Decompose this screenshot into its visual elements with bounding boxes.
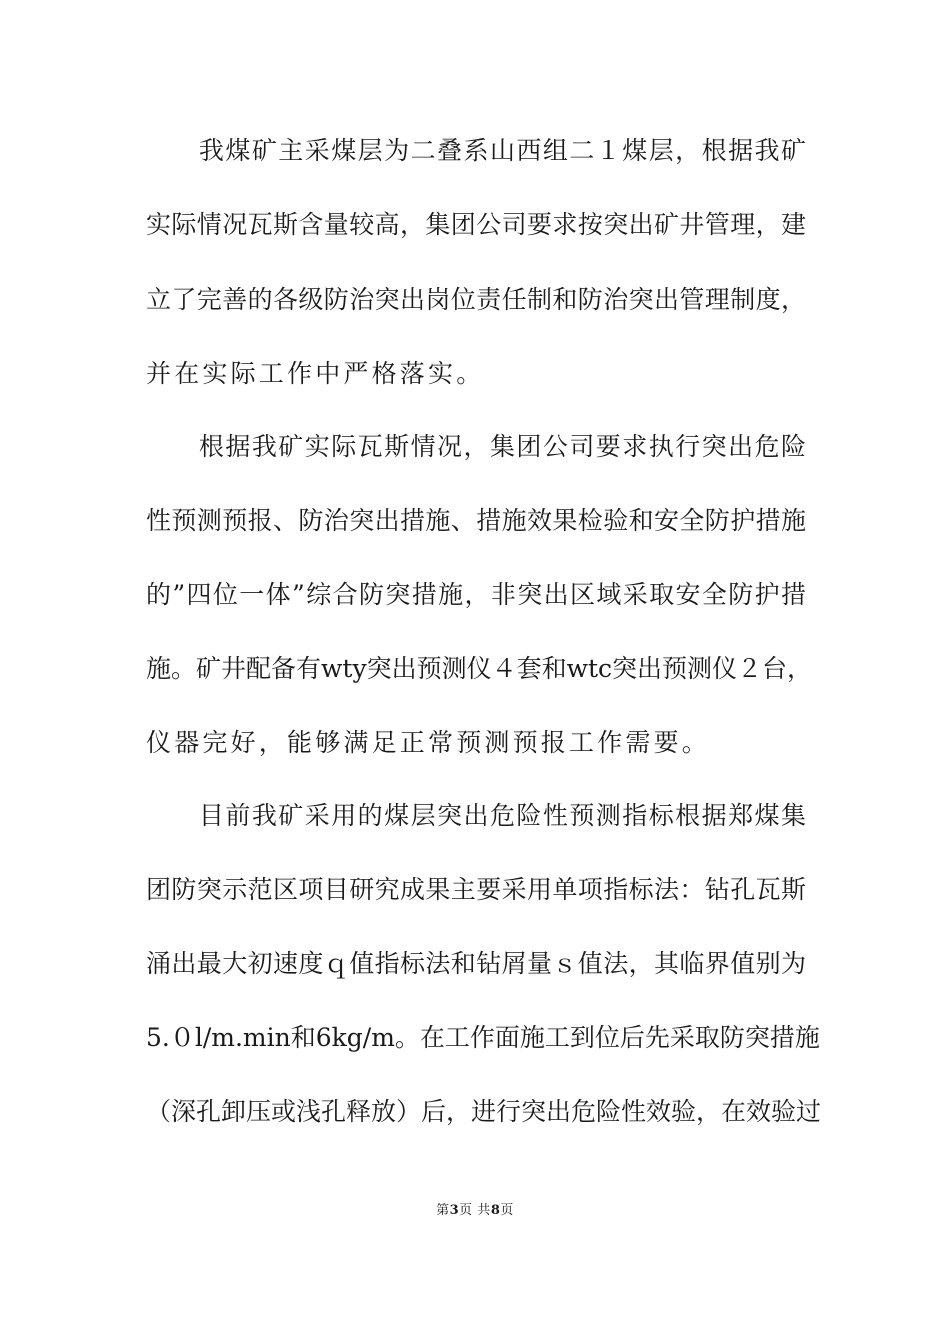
text-line-4: 并在实际工作中严格落实。: [146, 359, 485, 388]
text-line-13: 5.０l/m.min和6kg/m。在工作面施工到位后先采取防突措施: [146, 1023, 820, 1052]
text-line-10: 目前我矿采用的煤层突出危险性预测指标根据郑煤集: [146, 801, 806, 830]
text-line-5: 根据我矿实际瓦斯情况，集团公司要求执行突出危险: [146, 432, 806, 461]
footer-prefix: 第: [436, 1203, 450, 1218]
text-line-12: 涌出最大初速度ｑ值指标法和钻屑量ｓ值法，其临界值别为: [146, 949, 806, 978]
text-line-11: 团防突示范区项目研究成果主要采用单项指标法：钻孔瓦斯: [146, 875, 806, 904]
page-footer: [0, 1203, 950, 1219]
footer-suffix: 页: [500, 1203, 514, 1218]
text-line-2: 实际情况瓦斯含量较高，集团公司要求按突出矿井管理，建: [146, 210, 806, 239]
text-line-3: 立了完善的各级防治突出岗位责任制和防治突出管理制度，: [146, 285, 806, 314]
text-line-8: 施。矿井配备有wty突出预测仪４套和wtc突出预测仪２台，: [146, 654, 813, 683]
text-line-14: （深孔卸压或浅孔释放）后，进行突出危险性效验，在效验过: [146, 1097, 822, 1126]
text-line-6: 性预测预报、防治突出措施、措施效果检验和安全防护措施: [146, 506, 806, 535]
text-line-7: 的”四位一体”综合防突措施，非突出区域采取安全防护措: [146, 580, 806, 609]
text-line-1: 我煤矿主采煤层为二叠系山西组二１煤层，根据我矿: [146, 136, 806, 165]
footer-middle: 页 共: [459, 1203, 491, 1218]
footer-total-pages: 8: [490, 1203, 501, 1218]
text-line-9: 仪器完好，能够满足正常预测预报工作需要。: [146, 728, 711, 757]
footer-current-page: 3: [449, 1203, 460, 1218]
